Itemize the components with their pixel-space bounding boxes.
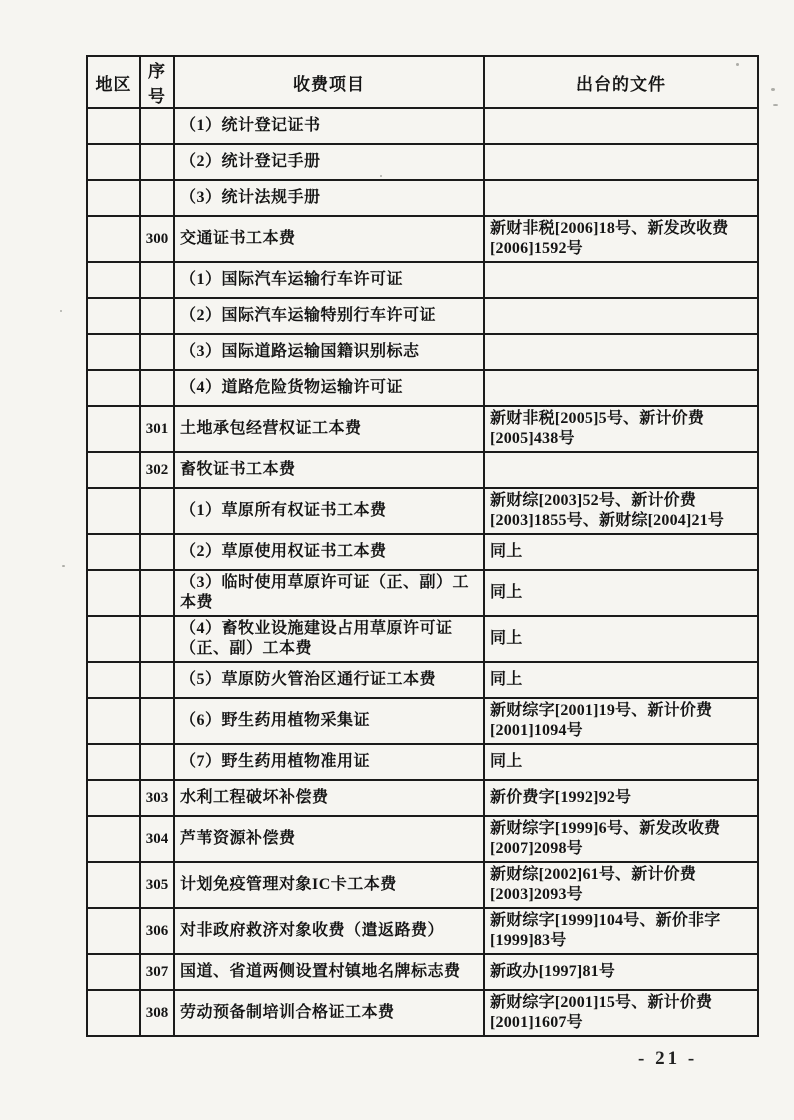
table-row — [87, 698, 758, 744]
cell-region — [87, 816, 140, 862]
cell-doc: 新财综字[2001]19号、新计价费[2001]1094号 — [484, 698, 758, 744]
cell-region — [87, 698, 140, 744]
cell-num — [140, 534, 174, 570]
cell-doc — [484, 334, 758, 370]
table-row — [87, 990, 758, 1036]
cell-doc — [484, 298, 758, 334]
fee-table-body — [87, 108, 758, 1036]
cell-doc: 新财综[2002]61号、新计价费[2003]2093号 — [484, 862, 758, 908]
cell-region — [87, 534, 140, 570]
cell-region — [87, 954, 140, 990]
table-row — [87, 334, 758, 370]
cell-region — [87, 990, 140, 1036]
cell-region — [87, 616, 140, 662]
table-row — [87, 816, 758, 862]
cell-doc: 新财非税[2005]5号、新计价费[2005]438号 — [484, 406, 758, 452]
cell-region — [87, 570, 140, 616]
cell-item: 土地承包经营权证工本费 — [174, 406, 484, 452]
cell-num — [140, 298, 174, 334]
cell-doc — [484, 370, 758, 406]
cell-item: 计划免疫管理对象IC卡工本费 — [174, 862, 484, 908]
table-row — [87, 534, 758, 570]
cell-num — [140, 262, 174, 298]
scan-speck — [60, 310, 62, 312]
cell-doc: 同上 — [484, 662, 758, 698]
cell-item: （7）野生药用植物准用证 — [174, 744, 484, 780]
cell-doc: 同上 — [484, 616, 758, 662]
cell-num — [140, 488, 174, 534]
cell-region — [87, 334, 140, 370]
cell-region — [87, 370, 140, 406]
cell-region — [87, 662, 140, 698]
cell-num: 304 — [140, 816, 174, 862]
cell-item: （2）国际汽车运输特别行车许可证 — [174, 298, 484, 334]
cell-item: （4）畜牧业设施建设占用草原许可证（正、副）工本费 — [174, 616, 484, 662]
cell-item: 对非政府救济对象收费（遣返路费） — [174, 908, 484, 954]
cell-num — [140, 698, 174, 744]
table-row — [87, 744, 758, 780]
cell-item: （5）草原防火管治区通行证工本费 — [174, 662, 484, 698]
table-row — [87, 862, 758, 908]
cell-num — [140, 180, 174, 216]
cell-item: 芦苇资源补偿费 — [174, 816, 484, 862]
cell-item: （4）道路危险货物运输许可证 — [174, 370, 484, 406]
table-row — [87, 406, 758, 452]
cell-num: 306 — [140, 908, 174, 954]
cell-doc: 同上 — [484, 744, 758, 780]
scan-speck — [771, 88, 775, 91]
cell-item: （3）统计法规手册 — [174, 180, 484, 216]
cell-num: 303 — [140, 780, 174, 816]
page-number: - 21 - — [638, 1048, 698, 1069]
cell-item: 畜牧证书工本费 — [174, 452, 484, 488]
scan-speck — [736, 63, 739, 66]
cell-doc: 新财非税[2006]18号、新发改收费[2006]1592号 — [484, 216, 758, 262]
cell-doc — [484, 262, 758, 298]
table-row — [87, 488, 758, 534]
cell-num — [140, 108, 174, 144]
cell-item: （6）野生药用植物采集证 — [174, 698, 484, 744]
column-header-item: 收费项目 — [174, 56, 484, 108]
table-row — [87, 298, 758, 334]
cell-num — [140, 616, 174, 662]
cell-doc: 新财综字[1999]6号、新发改收费[2007]2098号 — [484, 816, 758, 862]
table-row — [87, 780, 758, 816]
cell-region — [87, 298, 140, 334]
column-header-region: 地区 — [87, 56, 140, 108]
cell-doc: 新价费字[1992]92号 — [484, 780, 758, 816]
cell-num: 307 — [140, 954, 174, 990]
table-row — [87, 616, 758, 662]
cell-item: （1）统计登记证书 — [174, 108, 484, 144]
table-row — [87, 180, 758, 216]
cell-doc: 同上 — [484, 534, 758, 570]
table-row — [87, 662, 758, 698]
cell-doc — [484, 108, 758, 144]
cell-region — [87, 780, 140, 816]
table-row — [87, 370, 758, 406]
fee-table — [86, 55, 759, 1037]
cell-item: （1）国际汽车运输行车许可证 — [174, 262, 484, 298]
table-row — [87, 954, 758, 990]
cell-region — [87, 744, 140, 780]
cell-num: 300 — [140, 216, 174, 262]
cell-doc: 新财综字[2001]15号、新计价费[2001]1607号 — [484, 990, 758, 1036]
cell-item: 国道、省道两侧设置村镇地名牌标志费 — [174, 954, 484, 990]
cell-region — [87, 862, 140, 908]
cell-doc: 同上 — [484, 570, 758, 616]
cell-item: （3）国际道路运输国籍识别标志 — [174, 334, 484, 370]
header-row — [87, 56, 758, 108]
cell-doc — [484, 452, 758, 488]
cell-num — [140, 570, 174, 616]
cell-region — [87, 144, 140, 180]
cell-num: 305 — [140, 862, 174, 908]
cell-num — [140, 144, 174, 180]
cell-num — [140, 334, 174, 370]
cell-item: 劳动预备制培训合格证工本费 — [174, 990, 484, 1036]
cell-region — [87, 216, 140, 262]
cell-item: （3）临时使用草原许可证（正、副）工本费 — [174, 570, 484, 616]
cell-doc — [484, 180, 758, 216]
table-row — [87, 216, 758, 262]
scan-speck — [62, 565, 65, 567]
table-row — [87, 262, 758, 298]
cell-region — [87, 908, 140, 954]
table-row — [87, 908, 758, 954]
cell-region — [87, 452, 140, 488]
column-header-doc: 出台的文件 — [484, 56, 758, 108]
cell-item: （1）草原所有权证书工本费 — [174, 488, 484, 534]
scan-speck — [773, 104, 778, 106]
table-row — [87, 144, 758, 180]
cell-region — [87, 488, 140, 534]
cell-region — [87, 108, 140, 144]
cell-item: （2）统计登记手册 — [174, 144, 484, 180]
cell-doc: 新政办[1997]81号 — [484, 954, 758, 990]
cell-doc: 新财综[2003]52号、新计价费[2003]1855号、新财综[2004]21号 — [484, 488, 758, 534]
cell-num — [140, 662, 174, 698]
cell-doc: 新财综字[1999]104号、新价非字[1999]83号 — [484, 908, 758, 954]
cell-region — [87, 262, 140, 298]
column-header-num: 序号 — [140, 56, 174, 108]
cell-num: 302 — [140, 452, 174, 488]
table-row — [87, 108, 758, 144]
cell-doc — [484, 144, 758, 180]
scan-speck — [380, 175, 382, 177]
cell-num: 308 — [140, 990, 174, 1036]
cell-item: 水利工程破坏补偿费 — [174, 780, 484, 816]
cell-item: 交通证书工本费 — [174, 216, 484, 262]
cell-region — [87, 180, 140, 216]
cell-num — [140, 370, 174, 406]
table-row — [87, 452, 758, 488]
cell-item: （2）草原使用权证书工本费 — [174, 534, 484, 570]
cell-num: 301 — [140, 406, 174, 452]
table-row — [87, 570, 758, 616]
cell-num — [140, 744, 174, 780]
cell-region — [87, 406, 140, 452]
